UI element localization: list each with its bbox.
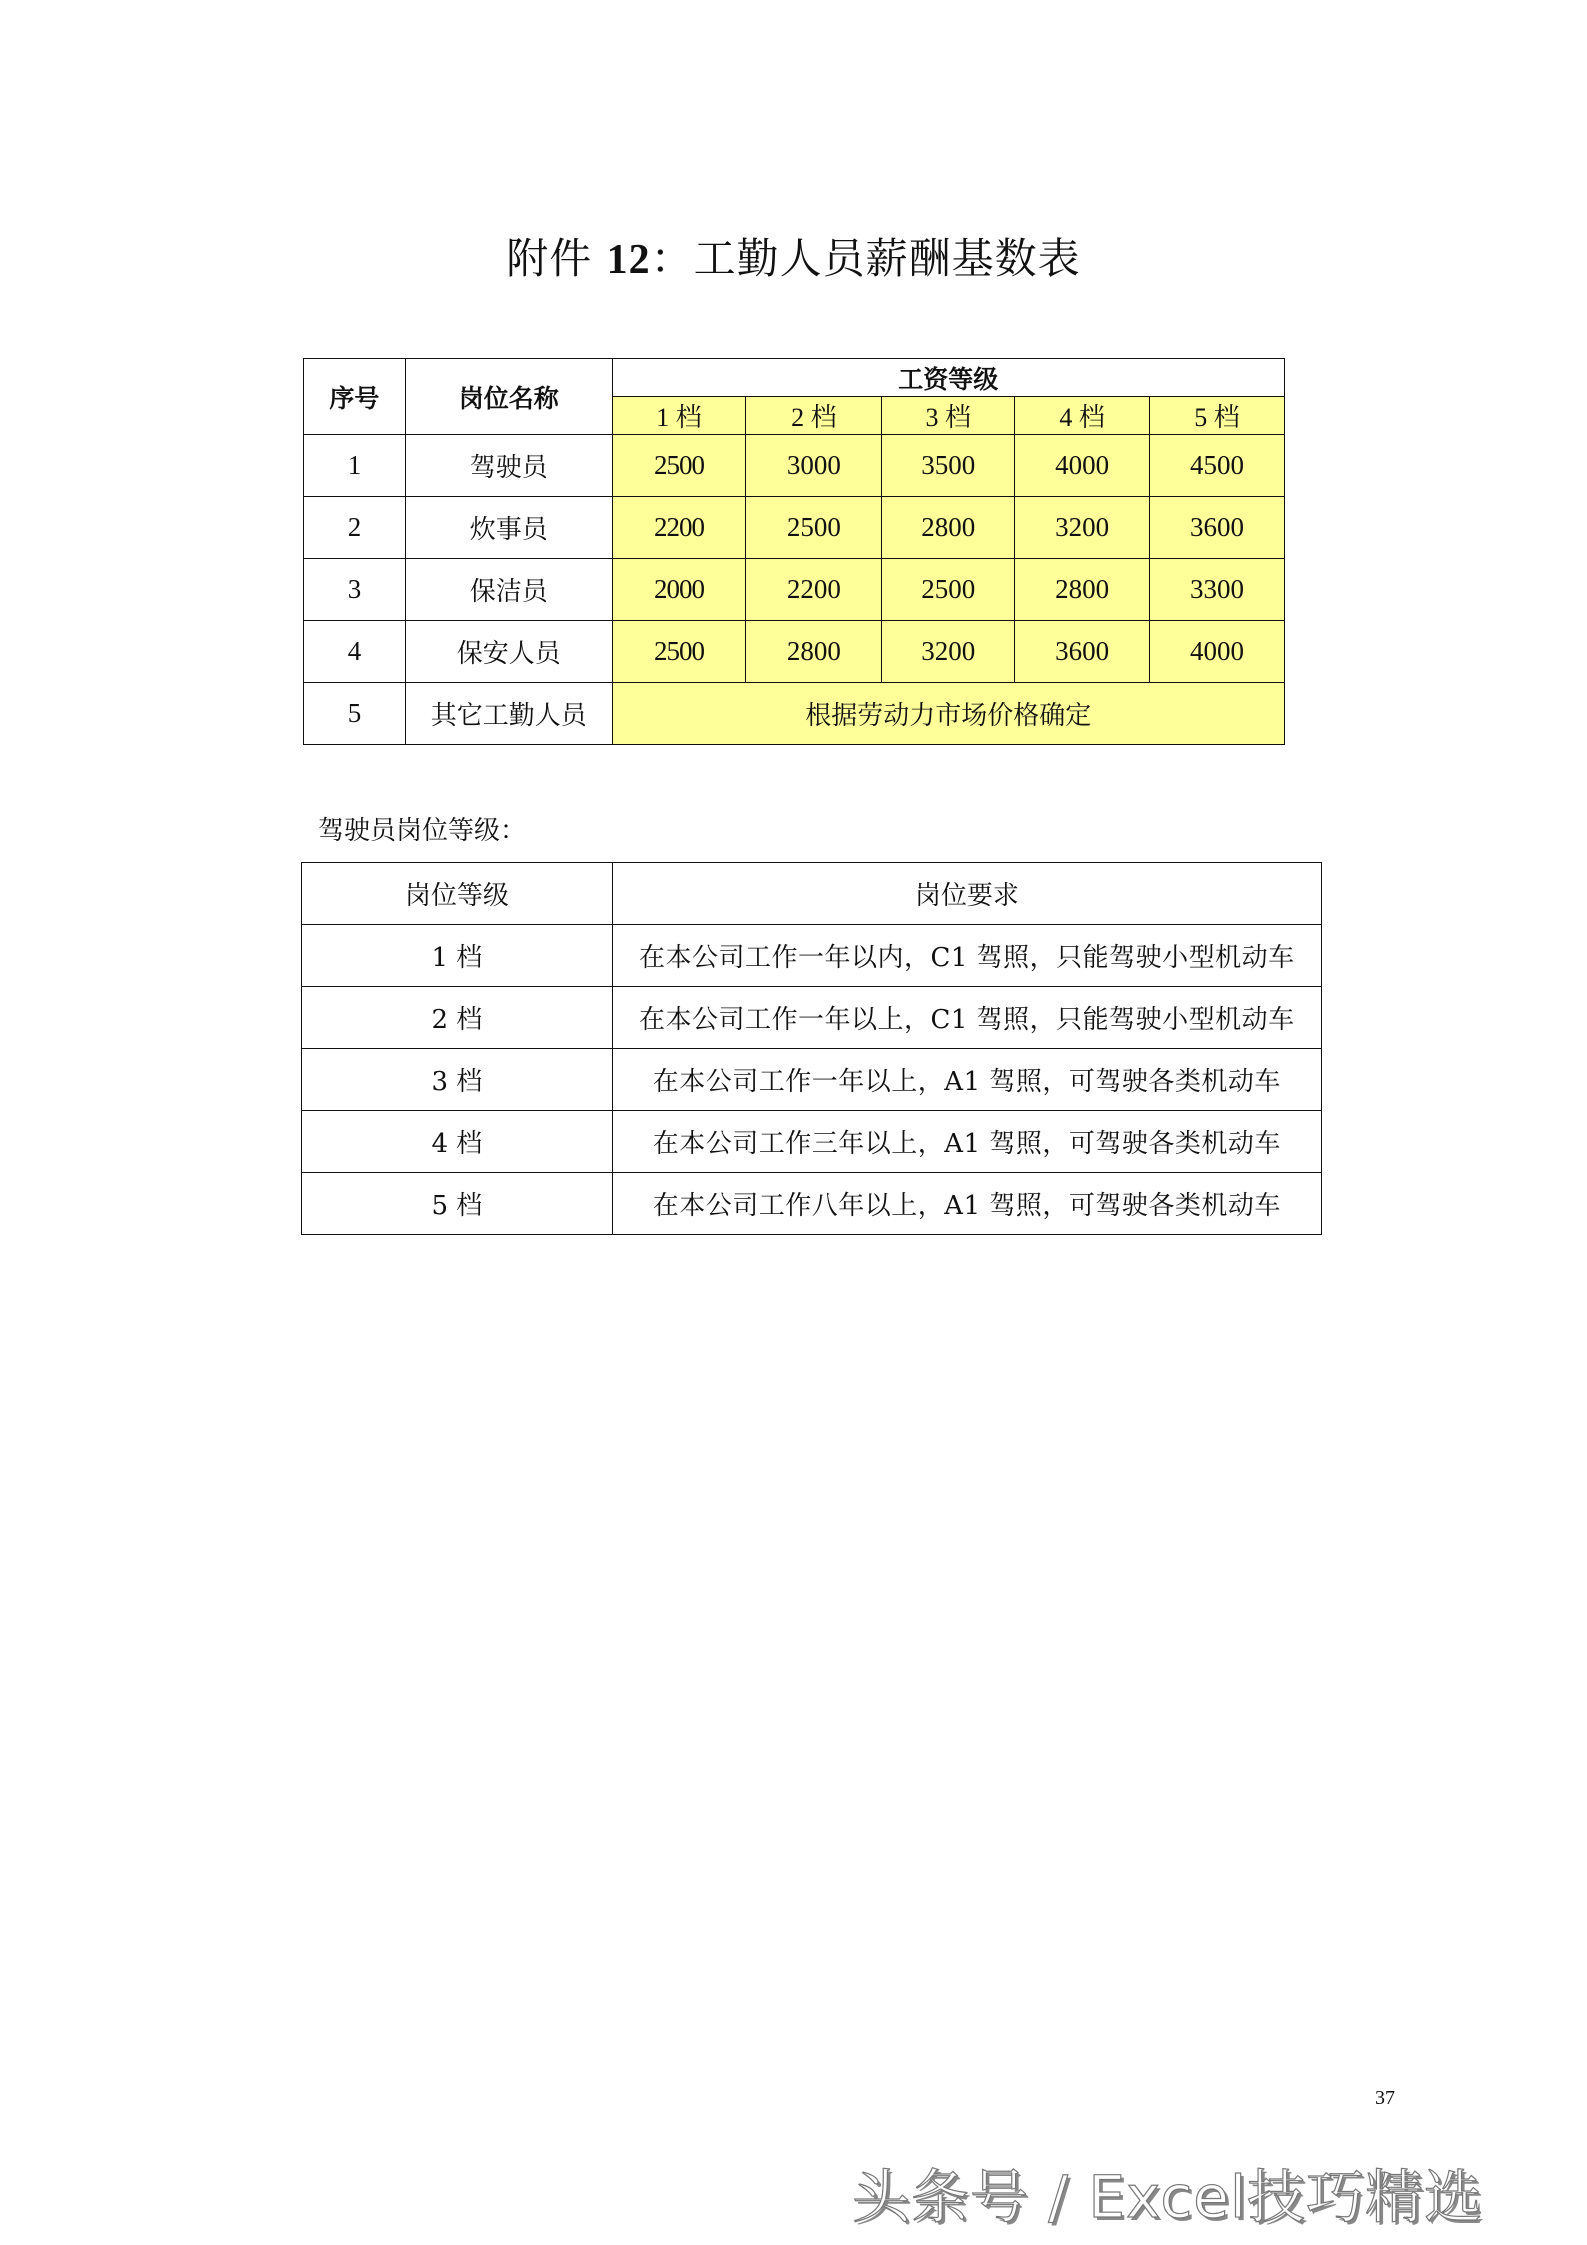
cell-value: 2500 bbox=[612, 435, 746, 497]
title-prefix: 附件 bbox=[506, 234, 593, 283]
cell-value: 3600 bbox=[1150, 497, 1285, 559]
cell-seq: 2 bbox=[304, 497, 406, 559]
cell-position: 保洁员 bbox=[405, 559, 612, 621]
cell-level: 4 档 bbox=[302, 1111, 613, 1173]
cell-value: 2200 bbox=[746, 559, 882, 621]
cell-requirement: 在本公司工作一年以内，C1 驾照，只能驾驶小型机动车 bbox=[612, 925, 1321, 987]
cell-value: 4000 bbox=[1150, 621, 1285, 683]
table-row bbox=[304, 621, 1285, 683]
cell-value: 3500 bbox=[882, 435, 1015, 497]
header-seq: 序号 bbox=[304, 359, 406, 435]
cell-value: 3300 bbox=[1150, 559, 1285, 621]
cell-seq: 3 bbox=[304, 559, 406, 621]
table-row bbox=[304, 559, 1285, 621]
header-requirement: 岗位要求 bbox=[612, 863, 1321, 925]
cell-seq: 4 bbox=[304, 621, 406, 683]
cell-level: 1 档 bbox=[302, 925, 613, 987]
cell-value: 3000 bbox=[746, 435, 882, 497]
table-row bbox=[302, 1049, 1322, 1111]
watermark: 头条号 / Excel技巧精选 bbox=[852, 2163, 1484, 2231]
cell-value: 2000 bbox=[612, 559, 746, 621]
cell-value: 2500 bbox=[746, 497, 882, 559]
driver-level-table bbox=[301, 862, 1322, 1235]
cell-value: 4500 bbox=[1150, 435, 1285, 497]
header-level-1: 1 档 bbox=[612, 397, 746, 435]
header-level-4: 4 档 bbox=[1015, 397, 1150, 435]
table-row bbox=[302, 987, 1322, 1049]
cell-value: 2800 bbox=[746, 621, 882, 683]
table-row bbox=[304, 497, 1285, 559]
page-number: 37 bbox=[1375, 2087, 1395, 2109]
cell-requirement: 在本公司工作一年以上，C1 驾照，只能驾驶小型机动车 bbox=[612, 987, 1321, 1049]
header-level-2: 2 档 bbox=[746, 397, 882, 435]
cell-level: 3 档 bbox=[302, 1049, 613, 1111]
title-suffix: ：工勤人员薪酬基数表 bbox=[650, 234, 1081, 283]
cell-requirement: 在本公司工作八年以上，A1 驾照，可驾驶各类机动车 bbox=[612, 1173, 1321, 1235]
cell-value: 2500 bbox=[882, 559, 1015, 621]
table-row bbox=[302, 925, 1322, 987]
table-row bbox=[304, 435, 1285, 497]
cell-seq: 5 bbox=[304, 683, 406, 745]
cell-value: 3200 bbox=[882, 621, 1015, 683]
cell-level: 2 档 bbox=[302, 987, 613, 1049]
cell-value: 4000 bbox=[1015, 435, 1150, 497]
salary-base-table bbox=[303, 358, 1285, 745]
cell-value: 3600 bbox=[1015, 621, 1150, 683]
cell-requirement: 在本公司工作一年以上，A1 驾照，可驾驶各类机动车 bbox=[612, 1049, 1321, 1111]
cell-note: 根据劳动力市场价格确定 bbox=[612, 683, 1284, 745]
table-row bbox=[302, 1173, 1322, 1235]
cell-value: 2800 bbox=[882, 497, 1015, 559]
cell-value: 2800 bbox=[1015, 559, 1150, 621]
header-grade-group: 工资等级 bbox=[612, 359, 1284, 397]
driver-section-subtitle: 驾驶员岗位等级： bbox=[318, 816, 527, 846]
cell-position: 其它工勤人员 bbox=[405, 683, 612, 745]
table-row bbox=[302, 1111, 1322, 1173]
cell-position: 驾驶员 bbox=[405, 435, 612, 497]
cell-value: 3200 bbox=[1015, 497, 1150, 559]
table-row bbox=[304, 683, 1285, 745]
header-level-3: 3 档 bbox=[882, 397, 1015, 435]
cell-requirement: 在本公司工作三年以上，A1 驾照，可驾驶各类机动车 bbox=[612, 1111, 1321, 1173]
cell-seq: 1 bbox=[304, 435, 406, 497]
cell-value: 2500 bbox=[612, 621, 746, 683]
page-title bbox=[0, 226, 1587, 286]
cell-position: 炊事员 bbox=[405, 497, 612, 559]
cell-value: 2200 bbox=[612, 497, 746, 559]
cell-level: 5 档 bbox=[302, 1173, 613, 1235]
header-position: 岗位名称 bbox=[405, 359, 612, 435]
title-number: 12 bbox=[606, 237, 651, 283]
header-level-5: 5 档 bbox=[1150, 397, 1285, 435]
header-level: 岗位等级 bbox=[302, 863, 613, 925]
cell-position: 保安人员 bbox=[405, 621, 612, 683]
